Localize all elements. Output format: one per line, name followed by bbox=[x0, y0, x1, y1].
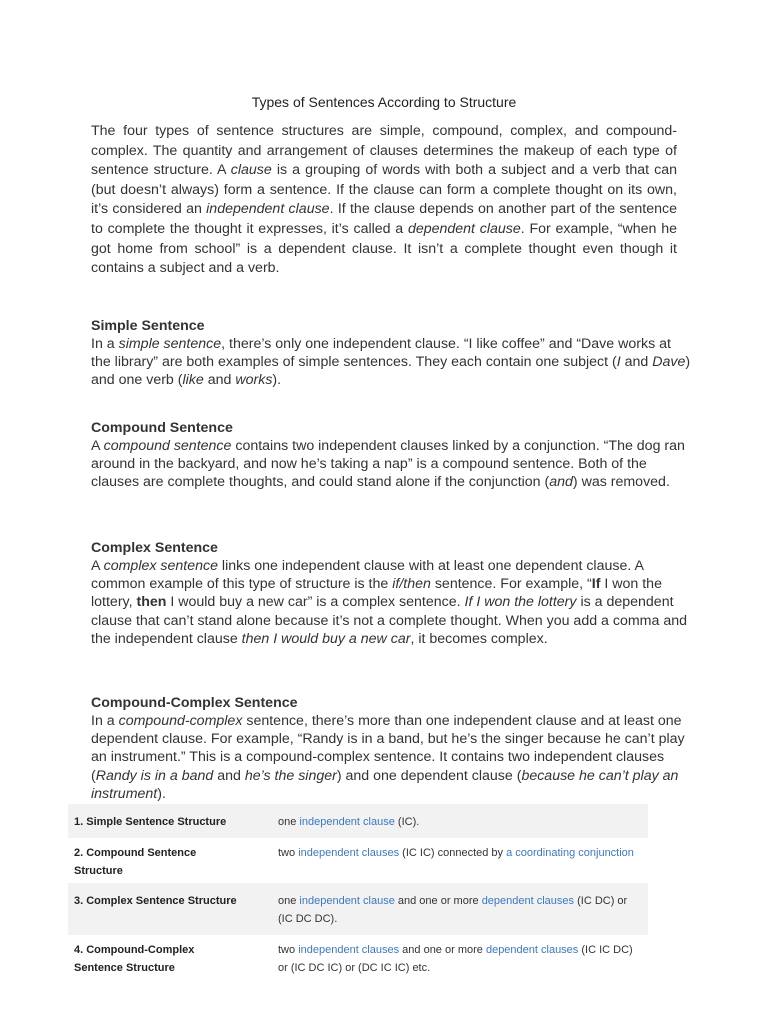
table-row-label: 2. Compound Sentence Structure bbox=[74, 847, 197, 877]
term-independent-clause: independent clause bbox=[206, 201, 330, 218]
table-row-description: one independent clause (IC). bbox=[278, 816, 420, 828]
link-independent-clause[interactable]: independent clause bbox=[299, 895, 395, 907]
table-row bbox=[68, 935, 648, 981]
section-complex-sentence bbox=[91, 539, 691, 648]
section-heading: Simple Sentence bbox=[91, 318, 205, 334]
section-body: A complex sentence links one independent clause with at least one dependent clause. A common example of this type of structure is the if/then sentence. For example, “If I won the lottery, then I would buy a new car” is a complex sentence. If I won the lottery is a dependent clause that can’t stand alone because it’s not a complete thought. When you add a comma and the independent clause then I would buy a new car, it becomes complex. bbox=[91, 558, 687, 647]
section-compound-complex-sentence bbox=[91, 694, 691, 803]
term-clause: clause bbox=[230, 162, 272, 179]
section-body: In a simple sentence, there’s only one independent clause. “I like coffee” and “Dave works at the library” are both examples of simple sentences. They each contain one subject (I and Dave) and one verb (like and works). bbox=[91, 336, 691, 389]
table-row-description: one independent clause and one or more dependent clauses (IC DC) or (IC DC DC). bbox=[278, 895, 628, 925]
table-row bbox=[68, 804, 648, 838]
intro-paragraph: The four types of sentence structures are simple, compound, complex, and compound-complex. The quantity and arrangement of clauses determines the makeup of each type of sentence structure. A clause is a grouping of words with both a subject and a verb that can (but doesn’t always) form a sentence. If the clause can form a complete thought on its own, it’s considered an independent clause. If the clause depends on another part of the sentence to complete the thought it expresses, it’s called a dependent clause. For example, “when he got home from school” is a dependent clause. It isn’t a complete thought even though it contains a subject and a verb. bbox=[91, 123, 677, 277]
section-heading: Compound Sentence bbox=[91, 420, 233, 436]
page-title: Types of Sentences According to Structure bbox=[251, 94, 517, 110]
table-row-label: 1. Simple Sentence Structure bbox=[74, 816, 227, 828]
table-row-description: two independent clauses and one or more dependent clauses (IC IC DC) or (IC DC IC) or (DC IC IC) etc. bbox=[278, 944, 633, 974]
section-simple-sentence bbox=[91, 317, 691, 390]
section-body: A compound sentence contains two independent clauses linked by a conjunction. “The dog ran around in the backyard, and now he’s taking a nap” is a compound sentence. Both of the clauses are complete thoughts, and could stand alone if the conjunction (and) was removed. bbox=[91, 438, 685, 491]
section-compound-sentence bbox=[91, 419, 691, 492]
link-dependent-clauses[interactable]: dependent clauses bbox=[481, 895, 575, 907]
table-row bbox=[68, 838, 648, 883]
structure-table bbox=[68, 804, 648, 981]
link-independent-clauses[interactable]: independent clauses bbox=[298, 847, 400, 859]
table-row-label: 4. Compound-Complex Sentence Structure bbox=[74, 944, 195, 974]
term-dependent-clause: dependent clause bbox=[407, 220, 521, 237]
table-row-description: two independent clauses (IC IC) connected by a coordinating conjunction bbox=[278, 847, 634, 859]
section-body: In a compound-complex sentence, there’s more than one independent clause and at least one dependent clause. For example, “Randy is in a band, but he’s the singer because he can’t play an instrument.” This is a compound-complex sentence. It contains two independent clauses (Randy is in a band and he’s the singer) and one dependent clause (because he can’t play an instrument). bbox=[91, 713, 685, 802]
table-row bbox=[68, 883, 648, 935]
section-heading: Compound-Complex Sentence bbox=[91, 695, 298, 711]
table-row-label: 3. Complex Sentence Structure bbox=[74, 895, 237, 907]
link-coordinating-conjunction[interactable]: a coordinating conjunction bbox=[506, 847, 634, 859]
section-heading: Complex Sentence bbox=[91, 540, 218, 556]
link-independent-clauses[interactable]: independent clauses bbox=[298, 944, 400, 956]
link-dependent-clauses[interactable]: dependent clauses bbox=[485, 944, 579, 956]
link-independent-clause[interactable]: independent clause bbox=[299, 816, 395, 828]
